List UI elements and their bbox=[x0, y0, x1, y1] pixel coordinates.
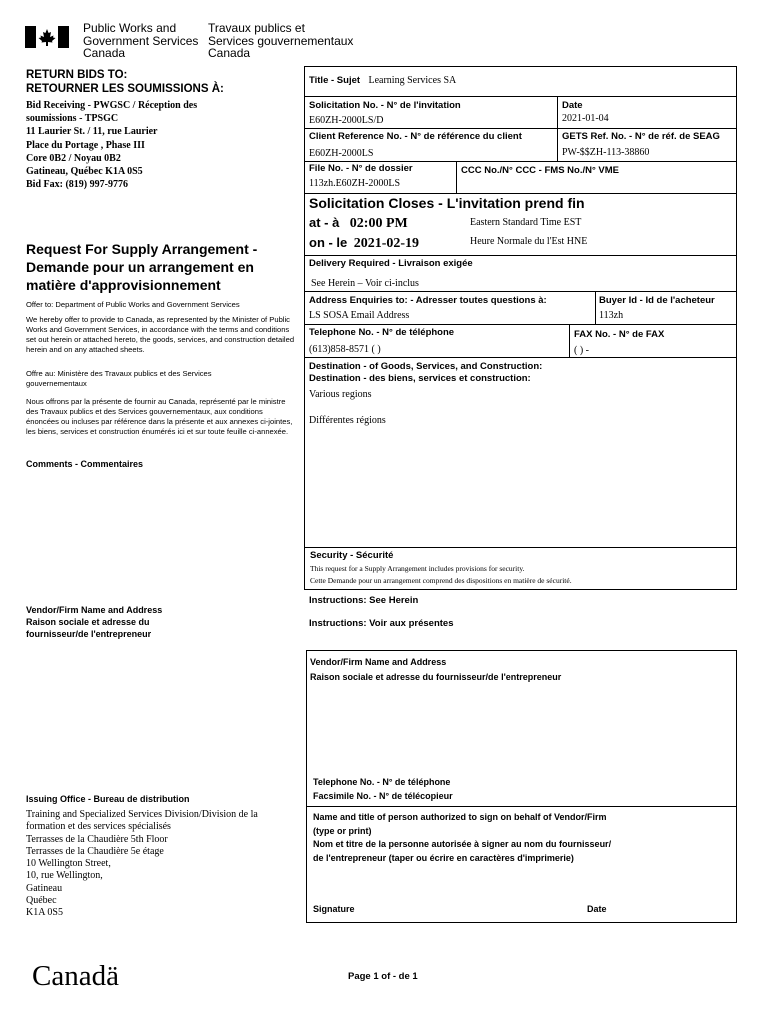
canada-wordmark: Canadä bbox=[32, 960, 119, 992]
closing-date: on - le 2021-02-19 bbox=[309, 235, 420, 251]
file-no-value: 113zh.E60ZH-2000LS bbox=[309, 178, 401, 189]
gets-ref-label: GETS Ref. No. - N° de réf. de SEAG bbox=[562, 131, 720, 142]
ccc-label: CCC No./N° CCC - FMS No./N° VME bbox=[461, 165, 620, 176]
solicitation-closes-title: Solicitation Closes - L'invitation prend fin bbox=[309, 195, 585, 211]
enquiries-label: Address Enquiries to: - Adresser toutes questions à: bbox=[309, 295, 547, 306]
date-value: 2021-01-04 bbox=[562, 113, 609, 124]
issuing-office-label: Issuing Office - Bureau de distribution bbox=[26, 794, 190, 804]
department-name-en: Public Works and Government Services Canada bbox=[83, 21, 199, 60]
delivery-value: See Herein – Voir ci-inclus bbox=[311, 278, 419, 289]
offer-fr-body: Nous offrons par la présente de fournir au Canada, représenté par le ministre des Travaux publics et des Services gouvernementaux, aux conditions énoncées ou incluses par référence dans la présente et aux annexes ci-jointes, les biens, services et construction énumérés ici et sur toute feuille ci-annexée. bbox=[26, 397, 293, 436]
page-number: Page 1 of - de 1 bbox=[348, 971, 418, 982]
offer-en-body: We hereby offer to provide to Canada, as represented by the Minister of Public Works and Government Services, in accordance with the terms and conditions set out herein or attached hereto, the goods, services, and construction detailed herein and on any attached sheets. bbox=[26, 315, 295, 354]
offer-to-en: Offer to: Department of Public Works and Government Services bbox=[26, 300, 240, 309]
security-text-en: This request for a Supply Arrangement includes provisions for security. bbox=[310, 564, 525, 573]
fax-label: FAX No. - N° de FAX bbox=[574, 329, 665, 340]
enquiries-value: LS SOSA Email Address bbox=[309, 310, 410, 321]
phone-value: (613)858-8571 ( ) bbox=[309, 344, 381, 355]
security-label: Security - Sécurité bbox=[310, 550, 394, 561]
vendor-label-left: Vendor/Firm Name and Address Raison sociale et adresse du fournisseur/de l'entrepreneur bbox=[26, 605, 163, 639]
issuing-office-address: Training and Specialized Services Division/Division de la formation et des services spécialisés Terrasses de la Chaudière 5th Floor Terrasses de la Chaudière 5e étage 10 Wellington Street, 10, rue Wellington, Gatineau Québec K1A 0S5 bbox=[26, 809, 258, 919]
solicitation-label: Solicitation No. - N° de l'invitation bbox=[309, 100, 461, 111]
return-bids-address: Bid Receiving - PWGSC / Réception des soumissions - TPSGC 11 Laurier St. / 11, rue Laurier Place du Portage , Phase III Core 0B2 / Noyau 0B2 Gatineau, Québec K1A 0S5 Bid Fax: (819) 997-9776 bbox=[26, 100, 198, 191]
offer-to-fr: Offre au: Ministère des Travaux publics et des Services gouvernementaux bbox=[26, 369, 212, 388]
signer-name-label: Name and title of person authorized to sign on behalf of Vendor/Firm (type or print) Nom et titre de la personne autorisée à signer au nom du fournisseur/ de l'entrepreneur (taper ou écrire en caractères d'imprimerie) bbox=[313, 812, 612, 863]
comments-label: Comments - Commentaires bbox=[26, 459, 144, 469]
timezone-fr: Heure Normale du l'Est HNE bbox=[470, 236, 588, 247]
solicitation-number: E60ZH-2000LS/D bbox=[309, 115, 384, 126]
destination-value-fr: Différentes régions bbox=[309, 415, 386, 426]
vendor-box-label: Vendor/Firm Name and Address Raison sociale et adresse du fournisseur/de l'entrepreneur bbox=[310, 657, 562, 682]
instructions-fr: Instructions: Voir aux présentes bbox=[309, 618, 454, 629]
client-ref-value: E60ZH-2000LS bbox=[309, 148, 374, 159]
vendor-phone-label: Telephone No. - N° de téléphone bbox=[313, 777, 451, 787]
timezone-en: Eastern Standard Time EST bbox=[470, 217, 582, 228]
client-ref-label: Client Reference No. - N° de référence du client bbox=[309, 131, 522, 142]
closing-time: at - à 02:00 PM bbox=[309, 215, 408, 231]
signature-label: Signature bbox=[313, 904, 355, 914]
canada-flag-icon bbox=[25, 26, 69, 48]
signature-date-label: Date bbox=[587, 904, 607, 914]
request-title: Request For Supply Arrangement - Demande pour un arrangement en matière d'approvisionnement bbox=[26, 241, 258, 293]
buyer-id-label: Buyer Id - Id de l'acheteur bbox=[599, 295, 715, 306]
return-bids-title: RETURN BIDS TO: RETOURNER LES SOUMISSIONS À: bbox=[26, 69, 224, 95]
gets-ref-value: PW-$$ZH-113-38860 bbox=[562, 147, 650, 158]
destination-label: Destination - of Goods, Services, and Construction: Destination - des biens, services et construction: bbox=[309, 361, 543, 384]
fax-value: ( ) - bbox=[574, 345, 589, 356]
destination-value-en: Various regions bbox=[309, 389, 372, 400]
title-field: Title - Sujet Learning Services SA bbox=[309, 75, 457, 86]
instructions-en: Instructions: See Herein bbox=[309, 595, 419, 606]
vendor-fax-label: Facsimile No. - N° de télécopieur bbox=[313, 791, 453, 801]
file-no-label: File No. - N° de dossier bbox=[309, 163, 413, 174]
date-label: Date bbox=[562, 100, 583, 111]
buyer-id-value: 113zh bbox=[599, 310, 624, 321]
security-text-fr: Cette Demande pour un arrangement comprend des dispositions en matière de sécurité. bbox=[310, 576, 572, 585]
phone-label: Telephone No. - N° de téléphone bbox=[309, 327, 455, 338]
delivery-label: Delivery Required - Livraison exigée bbox=[309, 258, 473, 269]
department-name-fr: Travaux publics et Services gouvernementaux Canada bbox=[208, 21, 354, 60]
